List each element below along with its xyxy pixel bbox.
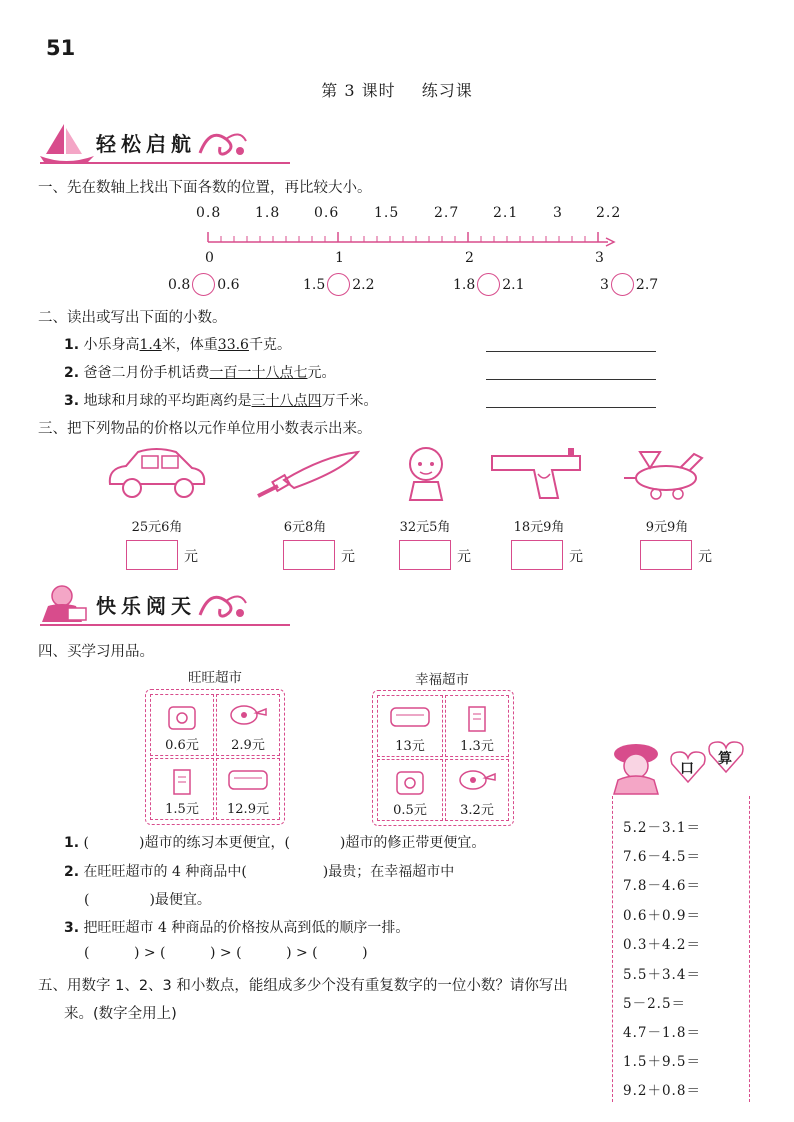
product-cell: 0.6元 bbox=[150, 694, 214, 756]
answer-box[interactable] bbox=[399, 540, 451, 570]
number-item: 0.8 bbox=[196, 205, 222, 221]
pencil-case-icon bbox=[388, 704, 432, 730]
notebook-icon bbox=[171, 767, 193, 797]
answer-line[interactable] bbox=[486, 379, 656, 380]
oral-equation: 5.5＋3.4＝ bbox=[623, 967, 701, 983]
doll-icon bbox=[398, 444, 454, 504]
q4-order-chain[interactable]: ( ) > ( ) > ( ) > ( ) bbox=[84, 945, 368, 961]
sailboat-icon bbox=[38, 120, 96, 164]
number-line bbox=[198, 228, 618, 248]
axis-label: 1 bbox=[335, 250, 345, 266]
unit-label: 元 bbox=[569, 549, 583, 565]
oral-equation: 0.3＋4.2＝ bbox=[623, 937, 701, 953]
product-cell: 13元 bbox=[377, 695, 443, 757]
section-banner-2 bbox=[38, 582, 248, 626]
oral-arithmetic-panel bbox=[612, 796, 750, 1102]
q2-item-3: 3. 地球和月球的平均距离约是三十八点四万千米。 bbox=[64, 393, 378, 409]
unit-label: 元 bbox=[341, 549, 355, 565]
price-label: 6元8角 bbox=[283, 520, 327, 535]
oral-equation: 1.5＋9.5＝ bbox=[623, 1054, 701, 1070]
q2-heading: 二、读出或写出下面的小数。 bbox=[38, 310, 227, 326]
q4-sub-2: 2. 在旺旺超市的 4 种商品中( )最贵；在幸福超市中 bbox=[64, 864, 455, 880]
answer-box[interactable] bbox=[511, 540, 563, 570]
banner-title: 轻松启航 bbox=[96, 131, 196, 156]
answer-line[interactable] bbox=[486, 351, 656, 352]
number-item: 2.2 bbox=[596, 205, 622, 221]
q2-item-1: 1. 小乐身高1.4米，体重33.6千克。 bbox=[64, 337, 291, 353]
answer-box[interactable] bbox=[126, 540, 178, 570]
oral-equation: 7.6－4.5＝ bbox=[623, 849, 701, 865]
correction-tape-icon bbox=[228, 703, 268, 727]
q4-sub-1: 1. ( )超市的练习本更便宜，( )超市的修正带更便宜。 bbox=[64, 835, 486, 851]
oral-equation: 5－2.5＝ bbox=[623, 996, 687, 1012]
q4-sub-3: 3. 把旺旺超市 4 种商品的价格按从高到低的顺序一排。 bbox=[64, 920, 410, 936]
q5-heading-cont: 来。(数字全用上) bbox=[64, 1006, 177, 1022]
number-item: 3 bbox=[553, 205, 563, 221]
price-label: 25元6角 bbox=[131, 520, 183, 535]
banner-title: 快乐阅天 bbox=[96, 593, 196, 618]
toy-sword-icon bbox=[254, 446, 360, 502]
number-item: 2.7 bbox=[434, 205, 460, 221]
oral-equation: 0.6＋0.9＝ bbox=[623, 908, 701, 924]
oral-equation: 4.7－1.8＝ bbox=[623, 1025, 701, 1041]
page-number: 51 bbox=[46, 36, 76, 60]
compare-1: 0.8 0.6 bbox=[168, 273, 240, 296]
toy-plane-icon bbox=[620, 446, 712, 504]
price-label: 32元5角 bbox=[399, 520, 451, 535]
unit-label: 元 bbox=[698, 549, 712, 565]
product-cell: 12.9元 bbox=[216, 758, 280, 820]
q1-heading: 一、先在数轴上找出下面各数的位置，再比较大小。 bbox=[38, 180, 372, 196]
q3-heading: 三、把下列物品的价格以元作单位用小数表示出来。 bbox=[38, 421, 372, 437]
q2-item-2: 2. 爸爸二月份手机话费一百一十八点七元。 bbox=[64, 365, 336, 381]
pencil-case-icon bbox=[226, 767, 270, 793]
axis-label: 3 bbox=[595, 250, 605, 266]
store-name: 旺旺超市 bbox=[188, 670, 242, 686]
price-label: 18元9角 bbox=[513, 520, 565, 535]
compare-circle[interactable] bbox=[477, 273, 500, 296]
q4-sub-2-cont: ( )最便宜。 bbox=[84, 892, 211, 908]
toy-gun-icon bbox=[488, 446, 584, 502]
section-banner-1 bbox=[38, 120, 248, 164]
product-cell: 2.9元 bbox=[216, 694, 280, 756]
q4-heading: 四、买学习用品。 bbox=[38, 644, 154, 660]
lesson-name: 练习课 bbox=[421, 81, 473, 100]
axis-label: 0 bbox=[205, 250, 215, 266]
store-name: 幸福超市 bbox=[415, 672, 469, 688]
answer-box[interactable] bbox=[283, 540, 335, 570]
lesson-number: 第 3 课时 bbox=[321, 81, 396, 100]
compare-4: 3 2.7 bbox=[600, 273, 658, 296]
number-item: 2.1 bbox=[493, 205, 519, 221]
compare-circle[interactable] bbox=[192, 273, 215, 296]
price-label: 9元9角 bbox=[645, 520, 689, 535]
correction-tape-icon bbox=[457, 768, 497, 792]
reading-child-icon bbox=[38, 582, 96, 626]
banner-underline bbox=[40, 162, 290, 164]
swirl-ornament-icon bbox=[196, 123, 248, 161]
notebook-icon bbox=[466, 704, 488, 734]
compare-3: 1.8 2.1 bbox=[453, 273, 525, 296]
answer-line[interactable] bbox=[486, 407, 656, 408]
oral-equation: 5.2－3.1＝ bbox=[623, 820, 701, 836]
sharpener-icon bbox=[165, 703, 199, 733]
oral-label-2: 算 bbox=[718, 751, 732, 767]
number-item: 0.6 bbox=[314, 205, 340, 221]
oral-equation: 9.2＋0.8＝ bbox=[623, 1083, 701, 1099]
answer-box[interactable] bbox=[640, 540, 692, 570]
banner-underline bbox=[40, 624, 290, 626]
compare-2: 1.5 2.2 bbox=[303, 273, 375, 296]
unit-label: 元 bbox=[457, 549, 471, 565]
oral-label-1: 口 bbox=[680, 761, 694, 777]
store-panel-wangwang bbox=[145, 689, 285, 825]
axis-label: 2 bbox=[465, 250, 475, 266]
product-cell: 1.3元 bbox=[445, 695, 509, 757]
compare-circle[interactable] bbox=[327, 273, 350, 296]
lesson-title bbox=[0, 78, 794, 101]
product-cell: 3.2元 bbox=[445, 759, 509, 821]
product-cell: 1.5元 bbox=[150, 758, 214, 820]
girl-with-hat-icon bbox=[606, 738, 672, 796]
oral-equation: 7.8－4.6＝ bbox=[623, 878, 701, 894]
sharpener-icon bbox=[393, 768, 427, 798]
product-cell: 0.5元 bbox=[377, 759, 443, 821]
compare-circle[interactable] bbox=[611, 273, 634, 296]
swirl-ornament-icon bbox=[196, 585, 248, 623]
number-item: 1.8 bbox=[255, 205, 281, 221]
number-item: 1.5 bbox=[374, 205, 400, 221]
toy-car-icon bbox=[104, 446, 210, 502]
unit-label: 元 bbox=[184, 549, 198, 565]
store-panel-xingfu bbox=[372, 690, 514, 826]
q5-heading: 五、用数字 1、2、3 和小数点，能组成多少个没有重复数字的一位小数？请你写出 bbox=[38, 978, 568, 994]
